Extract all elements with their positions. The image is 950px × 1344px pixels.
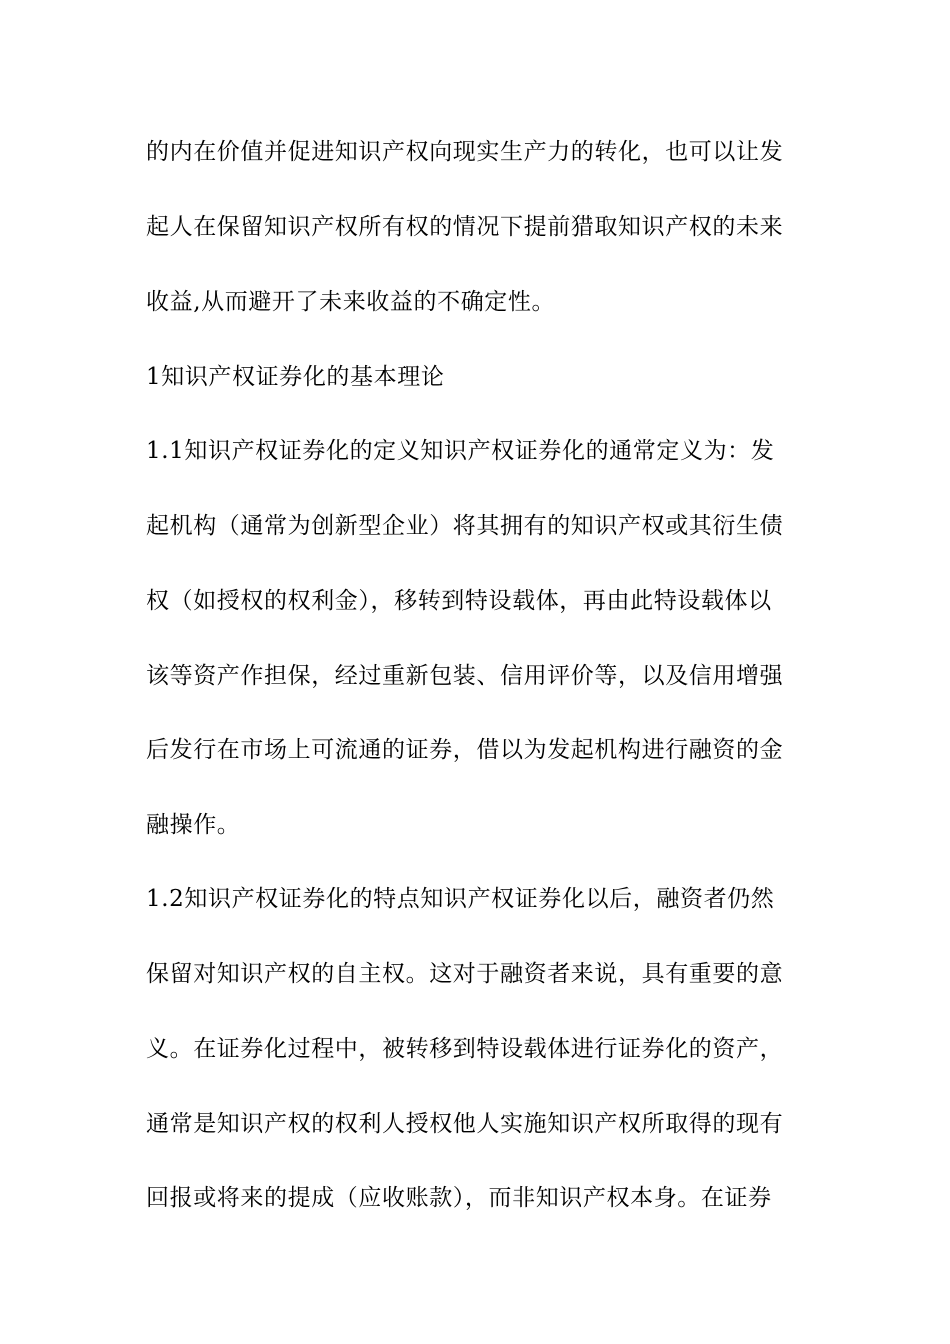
section-heading: 1知识产权证券化的基本理论 [146,364,445,390]
text-line: 后发行在市场上可流通的证券，借以为发起机构进行融资的金 [146,737,784,763]
text-line: 的内在价值并促进知识产权向现实生产力的转化，也可以让发 [146,139,784,165]
text-line: 收益,从而避开了未来收益的不确定性。 [146,289,556,315]
text-line: 1.1知识产权证券化的定义知识产权证券化的通常定义为：发 [146,438,775,464]
text-line: 通常是知识产权的权利人授权他人实施知识产权所取得的现有 [146,1111,784,1137]
text-line: 权（如授权的权利金），移转到特设载体，再由此特设载体以 [146,588,772,614]
text-line: 保留对知识产权的自主权。这对于融资者来说，具有重要的意 [146,961,784,987]
text-line: 义。在证券化过程中，被转移到特设载体进行证券化的资产， [146,1036,784,1062]
text-line: 起机构（通常为创新型企业）将其拥有的知识产权或其衍生债 [146,513,784,539]
text-line: 回报或将来的提成（应收账款），而非知识产权本身。在证券 [146,1185,772,1211]
text-line: 融操作。 [146,812,241,838]
text-line: 1.2知识产权证券化的特点知识产权证券化以后，融资者仍然 [146,886,775,912]
text-line: 该等资产作担保，经过重新包装、信用评价等，以及信用增强 [146,663,784,689]
text-line: 起人在保留知识产权所有权的情况下提前猎取知识产权的未来 [146,214,784,240]
